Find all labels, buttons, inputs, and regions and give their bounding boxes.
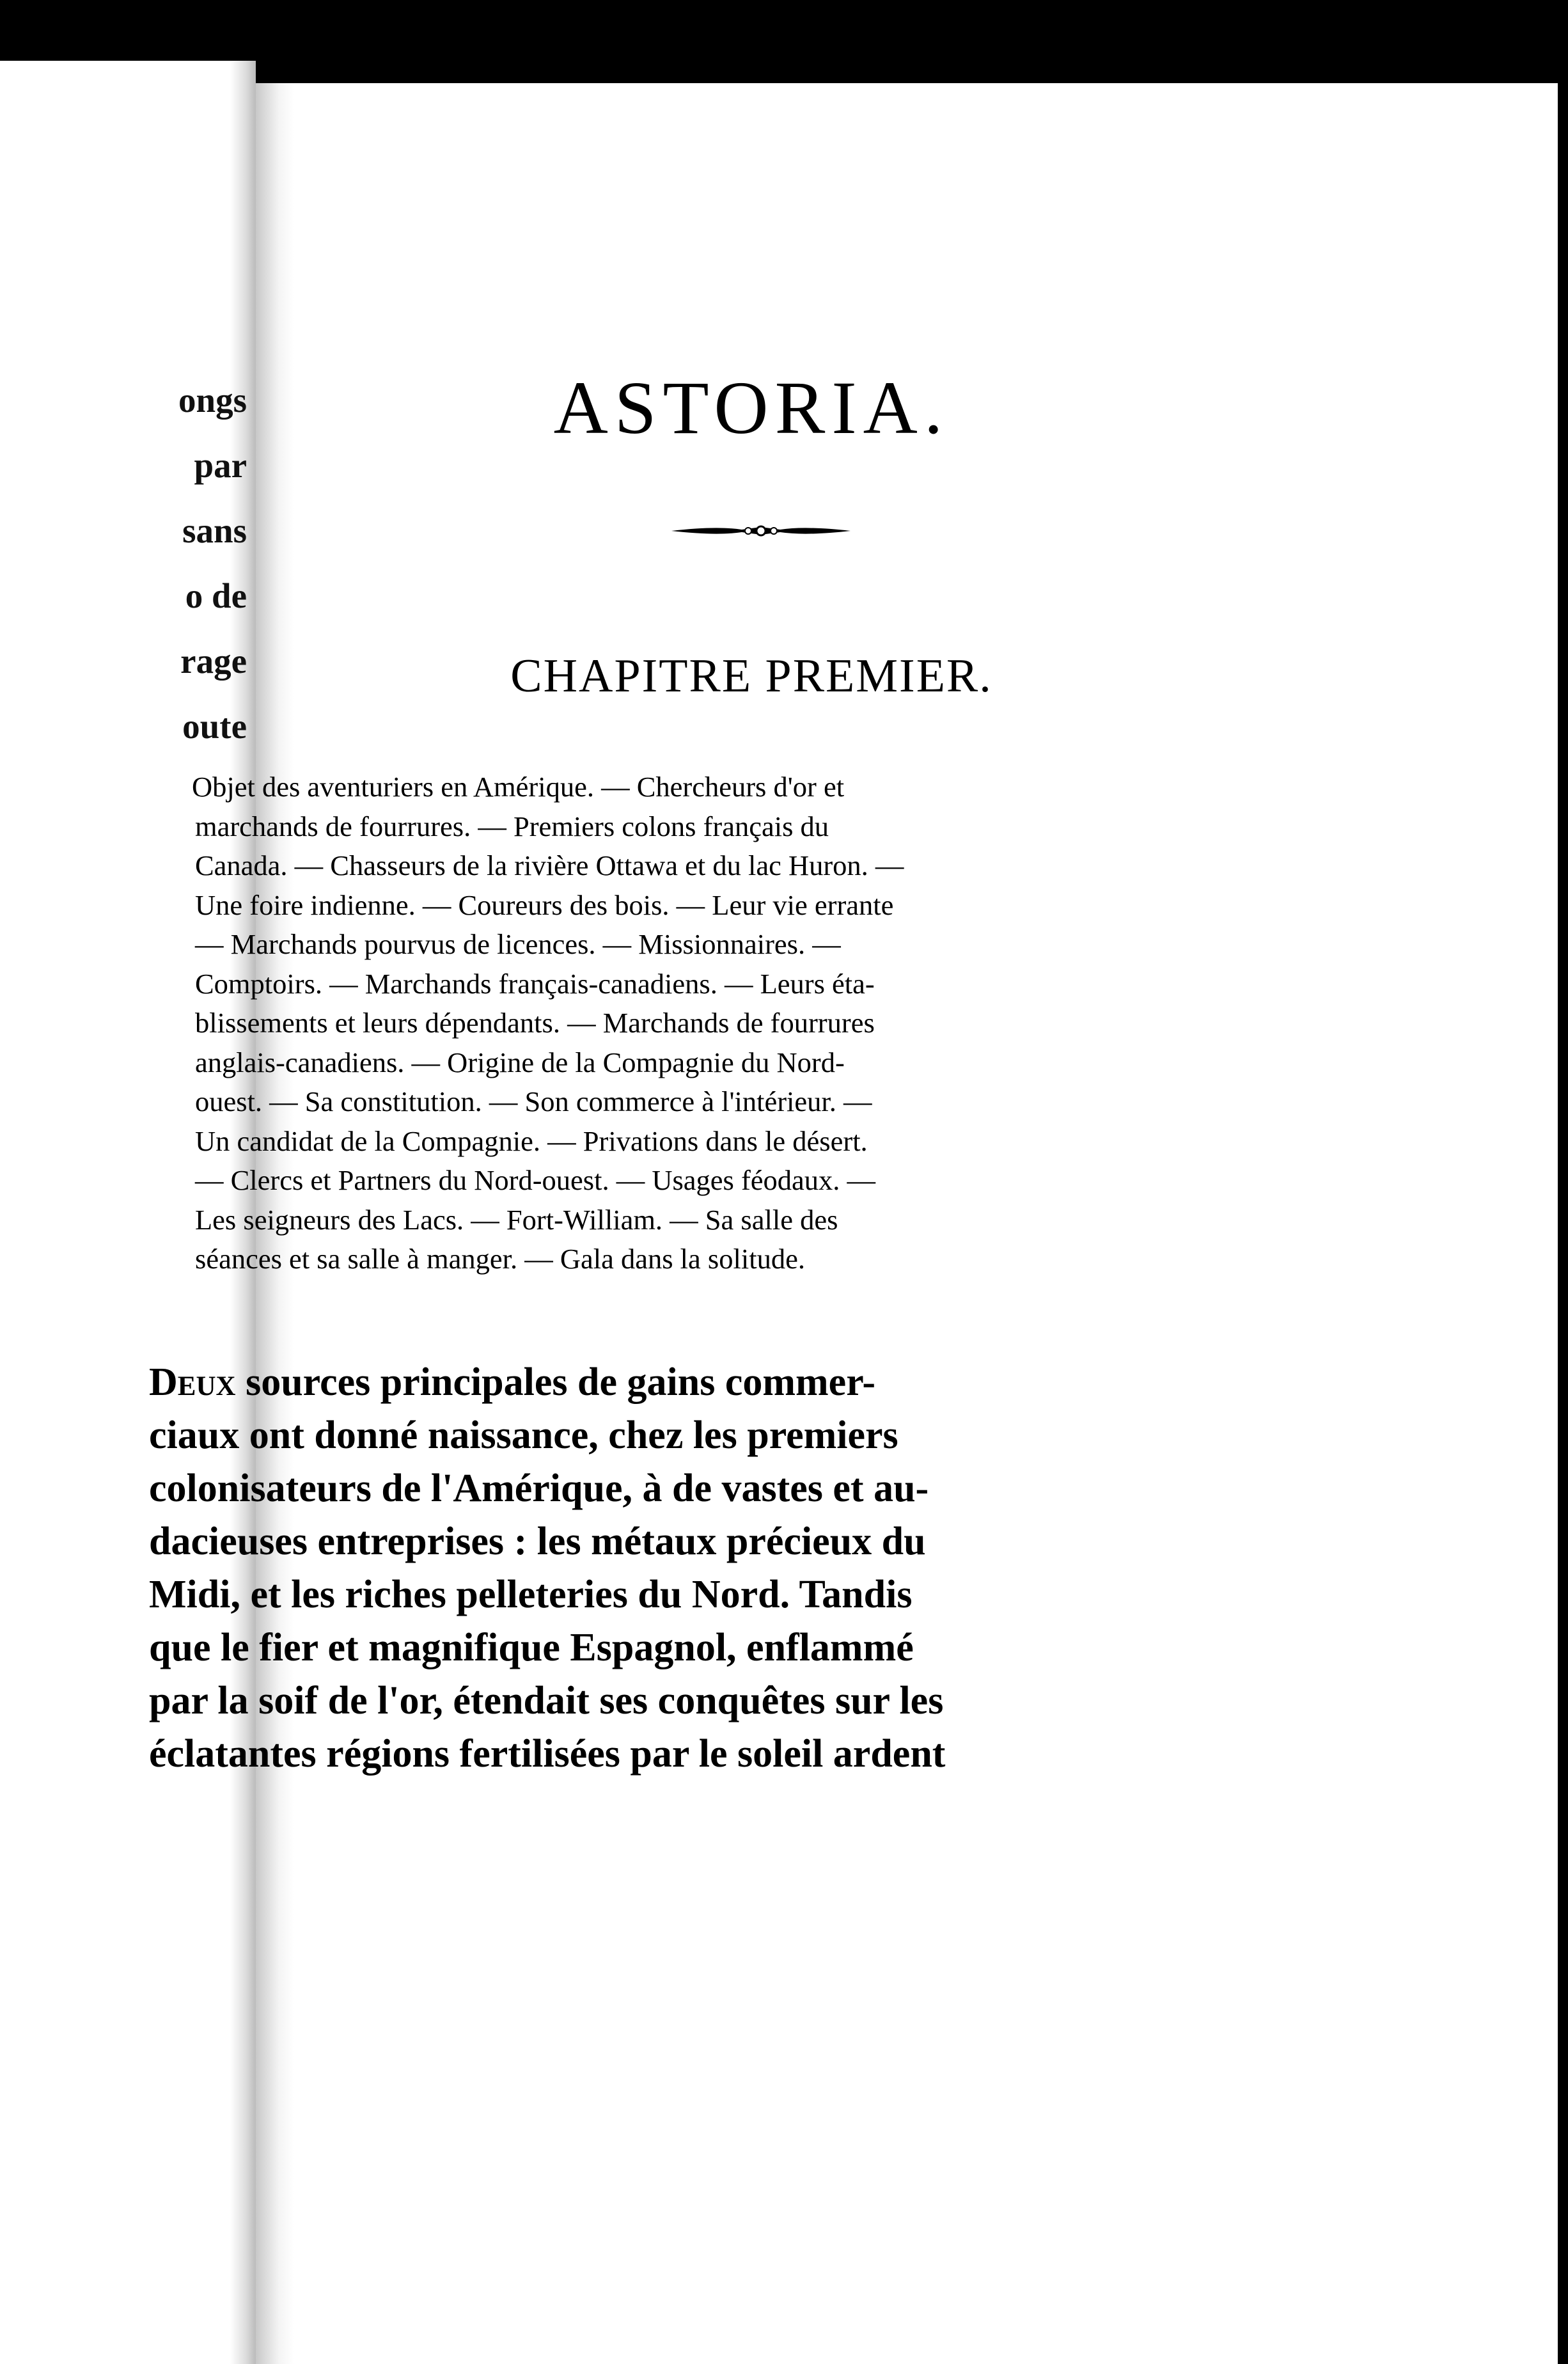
text-line: rage <box>180 642 247 681</box>
summary-line: Les seigneurs des Lacs. — Fort-William. — Sa salle des <box>195 1203 838 1236</box>
text-line: ongs <box>178 381 247 420</box>
text-line: par <box>194 446 247 485</box>
body-line: par la soif de l'or, étendait ses conquêtes sur les <box>149 1679 944 1722</box>
body-line: que le fier et magnifique Espagnol, enflammé <box>149 1626 914 1669</box>
chapter-heading: CHAPITRE PREMIER. <box>510 650 992 702</box>
summary-line: Une foire indienne. — Coureurs des bois. — Leur vie errante <box>195 888 894 921</box>
chapter-summary <box>192 768 1276 1279</box>
summary-line: — Marchands pourvus de licences. — Missionnaires. — <box>195 928 841 960</box>
ornament-divider <box>665 518 857 544</box>
summary-line: Un candidat de la Compagnie. — Privations dans le désert. <box>195 1124 868 1157</box>
body-line: éclatantes régions fertilisées par le soleil ardent <box>149 1732 946 1776</box>
summary-line: Canada. — Chasseurs de la rivière Ottawa et du lac Huron. — <box>195 849 904 881</box>
summary-line: blissements et leurs dépendants. — Marchands de fourrures <box>195 1007 875 1039</box>
text-line: oute <box>182 707 247 746</box>
body-line-first <box>149 1356 1268 1409</box>
body-line: colonisateurs de l'Amérique, à de vastes et au- <box>149 1467 929 1510</box>
book-title: ASTORIA. <box>553 366 950 450</box>
text-line: sans <box>182 511 247 550</box>
summary-line: séances et sa salle à manger. — Gala dans la solitude. <box>195 1243 805 1275</box>
body-line: dacieuses entreprises : les métaux précieux du <box>149 1520 926 1563</box>
body-line: sources principales de gains commer- <box>235 1360 876 1404</box>
summary-line: — Clercs et Partners du Nord-ouest. — Usages féodaux. — <box>195 1164 876 1196</box>
summary-line: Comptoirs. — Marchands français-canadiens. — Leurs éta- <box>195 967 875 1000</box>
drop-cap-word: Deux <box>149 1360 236 1404</box>
previous-page-text <box>178 368 247 759</box>
summary-line: Objet des aventuriers en Amérique. — Chercheurs d'or et <box>192 771 845 803</box>
summary-line: anglais-canadiens. — Origine de la Compagnie du Nord- <box>195 1046 845 1078</box>
text-line: o de <box>185 576 247 615</box>
summary-line: ouest. — Sa constitution. — Son commerce à l'intérieur. — <box>195 1085 872 1117</box>
body-line: Midi, et les riches pelleteries du Nord. Tandis <box>149 1573 913 1616</box>
chapter-body <box>149 1356 1268 1781</box>
summary-line: marchands de fourrures. — Premiers colons français du <box>195 810 829 842</box>
body-line: ciaux ont donné naissance, chez les premiers <box>149 1414 898 1457</box>
